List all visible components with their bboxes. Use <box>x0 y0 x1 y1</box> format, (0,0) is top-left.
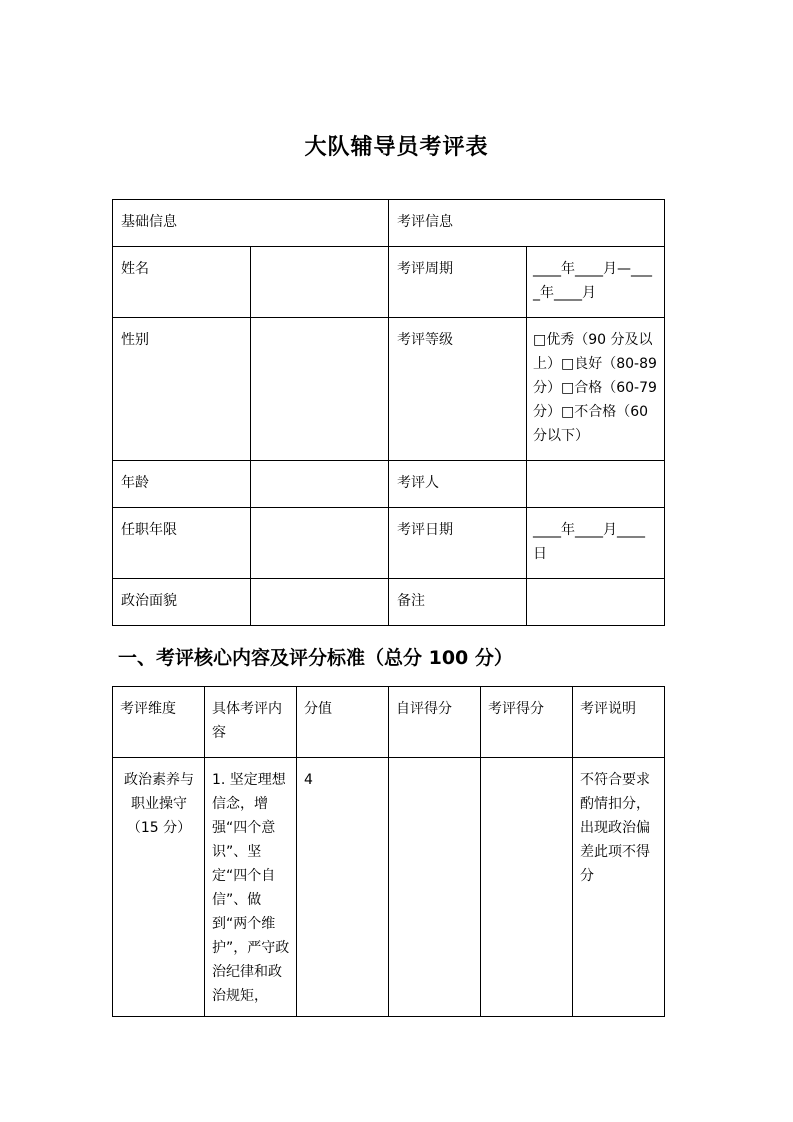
gender-label: 性别 <box>113 318 251 461</box>
age-value[interactable] <box>251 461 389 508</box>
score-table <box>112 686 665 1017</box>
gender-value[interactable] <box>251 318 389 461</box>
section-heading: 一、考评核心内容及评分标准（总分 100 分） <box>118 647 513 669</box>
name-label: 姓名 <box>113 247 251 318</box>
evaluator-value[interactable] <box>527 461 665 508</box>
info-header-row <box>113 200 665 247</box>
dimension-cell: 政治素养与职业操守（15 分） <box>113 758 205 1017</box>
tenure-value[interactable] <box>251 508 389 579</box>
col-header-content: 具体考评内容 <box>205 687 297 758</box>
table-row <box>113 758 665 1017</box>
note-cell: 不符合要求酌情扣分，出现政治偏差此项不得分 <box>573 758 665 1017</box>
info-row-age <box>113 461 665 508</box>
basic-info-header: 基础信息 <box>113 200 389 247</box>
name-value[interactable] <box>251 247 389 318</box>
eval-info-header: 考评信息 <box>389 200 665 247</box>
tenure-label: 任职年限 <box>113 508 251 579</box>
eval-score-cell[interactable] <box>481 758 573 1017</box>
eval-period-value[interactable]: ____年____月—____年____月 <box>527 247 665 318</box>
col-header-score: 分值 <box>297 687 389 758</box>
remarks-value[interactable] <box>527 579 665 626</box>
eval-grade-options[interactable]: □优秀（90 分及以上）□良好（80-89 分）□合格（60-79 分）□不合格（60 分以下） <box>527 318 665 461</box>
score-header-row <box>113 687 665 758</box>
score-cell: 4 <box>297 758 389 1017</box>
political-status-label: 政治面貌 <box>113 579 251 626</box>
col-header-eval-score: 考评得分 <box>481 687 573 758</box>
col-header-self-score: 自评得分 <box>389 687 481 758</box>
info-row-gender <box>113 318 665 461</box>
eval-date-label: 考评日期 <box>389 508 527 579</box>
col-header-note: 考评说明 <box>573 687 665 758</box>
col-header-dimension: 考评维度 <box>113 687 205 758</box>
eval-date-value[interactable]: ____年____月____日 <box>527 508 665 579</box>
content-cell: 1. 坚定理想信念，增强“四个意识”、坚定“四个自信”、做到“两个维护”，严守政治纪律和政治规矩， <box>205 758 297 1017</box>
self-score-cell[interactable] <box>389 758 481 1017</box>
political-status-value[interactable] <box>251 579 389 626</box>
age-label: 年龄 <box>113 461 251 508</box>
evaluator-label: 考评人 <box>389 461 527 508</box>
eval-grade-label: 考评等级 <box>389 318 527 461</box>
info-row-tenure <box>113 508 665 579</box>
info-row-name <box>113 247 665 318</box>
remarks-label: 备注 <box>389 579 527 626</box>
info-row-political <box>113 579 665 626</box>
page-title: 大队辅导员考评表 <box>304 135 489 160</box>
info-table <box>112 199 665 626</box>
eval-period-label: 考评周期 <box>389 247 527 318</box>
